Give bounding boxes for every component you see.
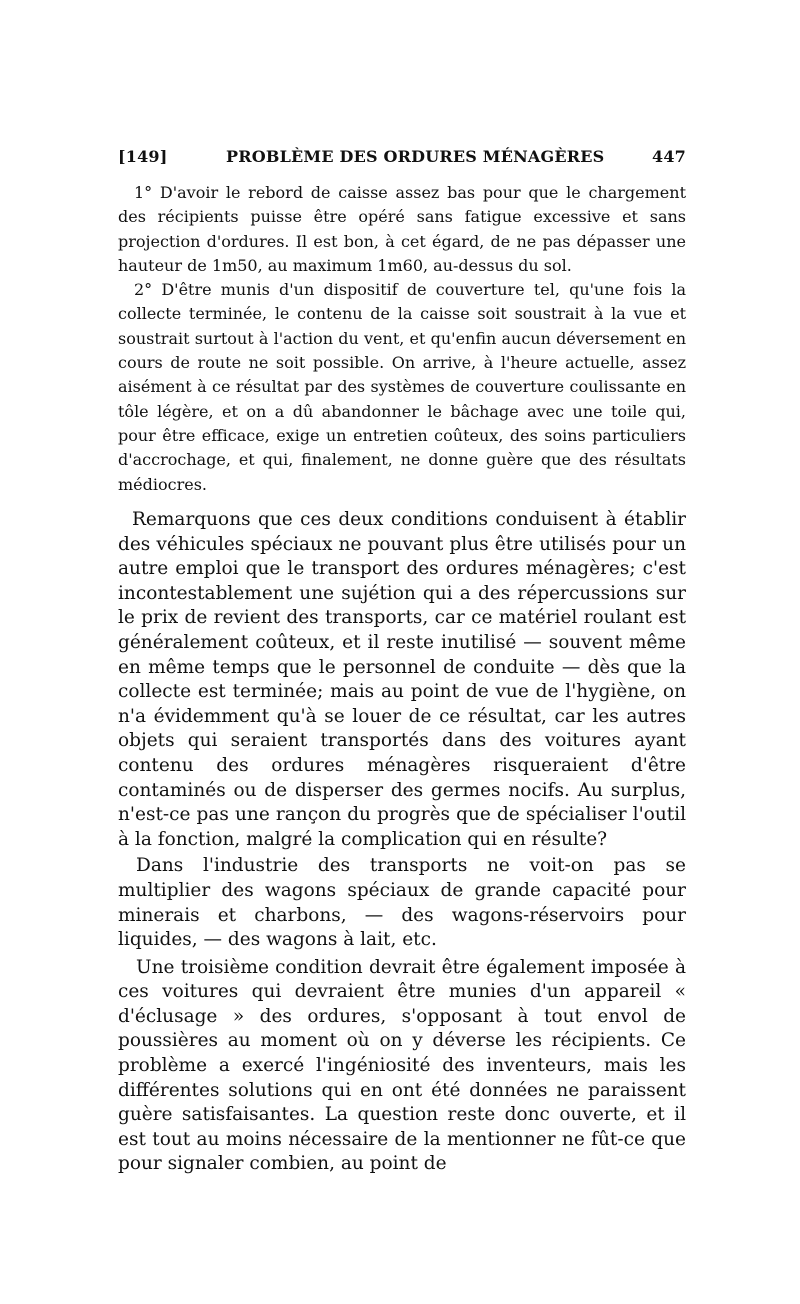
running-header: [118, 147, 686, 169]
page-number-bracketed: [149]: [118, 147, 168, 166]
condition-2-paragraph: 2° D'être munis d'un dispositif de couverture tel, qu'une fois la collecte terminée, le contenu de la caisse soit soustrait à la vue et soustrait surtout à l'action du vent, et qu'enfin aucun déversement en cours de route ne soit possible. On arrive, à l'heure actuelle, assez aisément à ce résultat par des systèmes de couverture coulissante en tôle légère, et on a dû abandonner le bâchage avec une toile qui, pour être efficace, exige un entretien coûteux, des soins particuliers d'accrochage, et qui, finalement, ne donne guère que des résultats médiocres.: [118, 280, 686, 494]
condition-list: [118, 181, 686, 497]
paragraph-industry: Dans l'industrie des transports ne voit-on pas se multiplier des wagons spéciaux de grande capacité pour minerais et charbons, — des wagons-réservoirs pour liquides, — des wagons à lait, etc.: [118, 855, 686, 951]
condition-1-paragraph: 1° D'avoir le rebord de caisse assez bas pour que le chargement des récipients puisse être opéré sans fatigue excessive et sans projection d'ordures. Il est bon, à cet égard, de ne pas dépasser une hauteur de 1m50, au maximum 1m60, au-dessus du sol.: [118, 183, 686, 275]
paragraph-third-condition: Une troisième condition devrait être également imposée à ces voitures qui devraient être munies d'un appareil « d'éclusage » des ordures, s'opposant à tout envol de poussières au moment où on y déverse les récipients. Ce problème a exercé l'ingéniosité des inventeurs, mais les différentes solutions qui en ont été données ne paraissent guère satisfaisantes. La question reste donc ouverte, et il est tout au moins nécessaire de la mentionner ne fût-ce que pour signaler combien, au point de: [118, 956, 686, 1175]
page-number: 447: [652, 147, 686, 166]
running-title: PROBLÈME DES ORDURES MÉNAGÈRES: [226, 147, 605, 166]
body-text: [118, 508, 686, 1180]
paragraph-remarks: Remarquons que ces deux conditions conduisent à établir des véhicules spéciaux ne pouvant plus être utilisés pour un autre emploi que le transport des ordures ménagères; c'est incontestablement une sujétion qui a des répercussions sur le prix de revient des transports, car ce matériel roulant est généralement coûteux, et il reste inutilisé — souvent même en même temps que le personnel de conduite — dès que la collecte est terminée; mais au point de vue de l'hygiène, on n'a évidemment qu'à se louer de ce résultat, car les autres objets qui seraient transportés dans des voitures ayant contenu des ordures ménagères risqueraient d'être contaminés ou de disperser des germes nocifs. Au surplus, n'est-ce pas une rançon du progrès que de spécialiser l'outil à la fonction, malgré la complication qui en résulte?: [118, 509, 686, 850]
